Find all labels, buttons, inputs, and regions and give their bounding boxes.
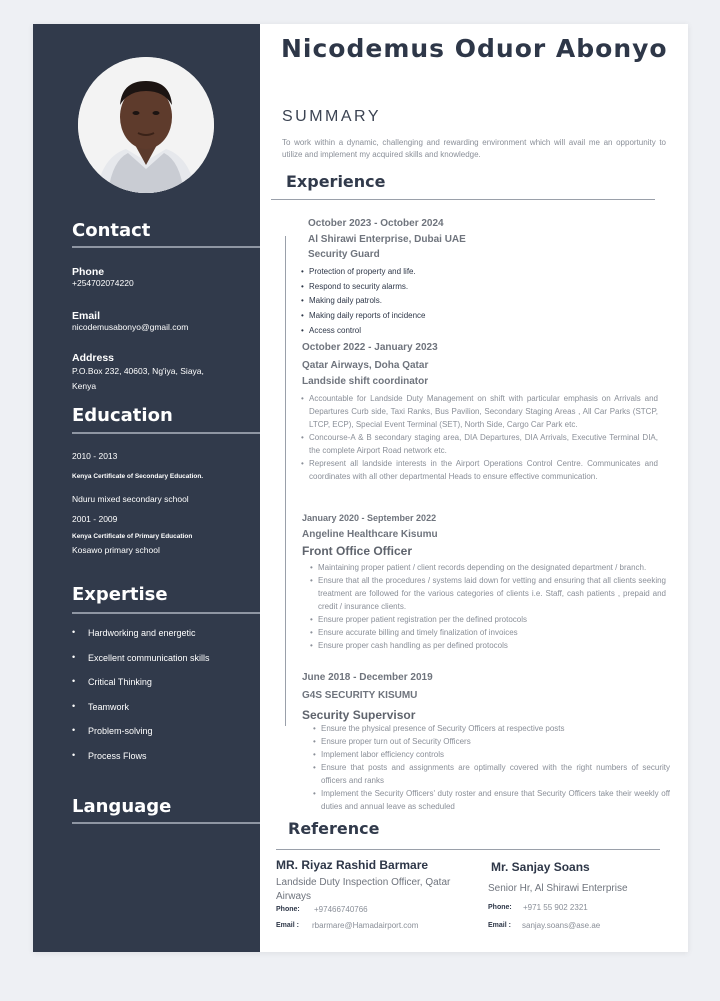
job-role: Security Supervisor bbox=[302, 708, 416, 722]
list-item: • Respond to security alarms. bbox=[301, 280, 671, 295]
phone-value: +254702074220 bbox=[72, 278, 134, 288]
reference-role: Landside Duty Inspection Officer, Qatar Airways bbox=[276, 877, 451, 902]
education-school: Nduru mixed secondary school bbox=[72, 494, 189, 504]
list-item: • Protection of property and life. bbox=[301, 265, 671, 280]
reference-email-label: Email : bbox=[488, 922, 511, 929]
reference-role: Senior Hr, Al Shirawi Enterprise bbox=[488, 883, 628, 894]
reference-name: Mr. Sanjay Soans bbox=[491, 860, 590, 874]
contact-divider bbox=[72, 246, 260, 248]
list-item: • Implement the Security Officers' duty roster and ensure that Security Officers take their weekly off duties and annual leave as scheduled bbox=[313, 787, 670, 813]
reference-divider bbox=[276, 849, 660, 850]
language-heading: Language bbox=[72, 796, 172, 817]
job-dates: June 2018 - December 2019 bbox=[302, 672, 433, 683]
list-item: • Represent all landside interests in the Airport Operations Control Centre. Communicates and coordinates with all other departmental Heads to ensure effective communication. bbox=[301, 457, 658, 483]
list-item: • Ensure that posts and assignments are optimally covered with the right numbers of security officers and ranks bbox=[313, 761, 670, 787]
list-item: • Hardworking and energetic bbox=[72, 628, 210, 653]
list-item: • Access control bbox=[301, 324, 671, 339]
list-item: • Making daily reports of incidence bbox=[301, 309, 671, 324]
list-item: • Making daily patrols. bbox=[301, 294, 671, 309]
job-bullets bbox=[313, 722, 670, 813]
list-item: • Problem-solving bbox=[72, 726, 210, 751]
list-item: • Process Flows bbox=[72, 751, 210, 776]
education-school: Kosawo primary school bbox=[72, 545, 160, 555]
reference-email: sanjay.soans@ase.ae bbox=[522, 921, 601, 930]
job-dates: October 2022 - January 2023 bbox=[302, 342, 438, 353]
job-company: Al Shirawi Enterprise, Dubai UAE bbox=[308, 234, 466, 245]
reference-name: MR. Riyaz Rashid Barmare bbox=[276, 858, 429, 872]
job-bullets bbox=[310, 561, 666, 652]
reference-phone: +97466740766 bbox=[314, 905, 368, 914]
reference-phone-label: Phone: bbox=[276, 906, 300, 913]
education-certificate: Kenya Certificate of Secondary Education. bbox=[72, 473, 204, 480]
list-item: • Teamwork bbox=[72, 702, 210, 727]
contact-heading: Contact bbox=[72, 220, 151, 241]
list-item: • Ensure the physical presence of Security Officers at respective posts bbox=[313, 722, 670, 735]
list-item: • Accountable for Landside Duty Management on shift with particular emphasis on Arrivals and Departures Curb side, Taxi Ranks, Bus Pavilion, Secondary Staging Areas , All Car Parks (STCP, LTCP, ECP), Special Event Terminal (SET), North Side, Cargo Car Park etc. bbox=[301, 392, 658, 431]
list-item: • Excellent communication skills bbox=[72, 653, 210, 678]
education-heading: Education bbox=[72, 405, 173, 426]
reference-email: rbarmare@Hamadairport.com bbox=[312, 921, 419, 930]
job-bullets bbox=[301, 392, 658, 483]
expertise-divider bbox=[72, 612, 260, 614]
address-label: Address bbox=[72, 352, 115, 364]
reference-email-label: Email : bbox=[276, 922, 299, 929]
summary-heading: SUMMARY bbox=[282, 108, 381, 125]
address-value: P.O.Box 232, 40603, Ng'iya, Siaya, Kenya bbox=[72, 366, 204, 391]
phone-label: Phone bbox=[72, 266, 105, 278]
education-certificate: Kenya Certificate of Primary Education bbox=[72, 533, 193, 540]
reference-heading: Reference bbox=[288, 819, 380, 838]
job-role: Front Office Officer bbox=[302, 544, 413, 558]
timeline-line bbox=[285, 236, 286, 726]
expertise-list bbox=[72, 628, 210, 775]
education-divider bbox=[72, 432, 260, 434]
reference-phone: +971 55 902 2321 bbox=[523, 903, 588, 912]
reference-phone-label: Phone: bbox=[488, 904, 512, 911]
expertise-heading: Expertise bbox=[72, 584, 168, 605]
email-label: Email bbox=[72, 310, 101, 322]
list-item: • Implement labor efficiency controls bbox=[313, 748, 670, 761]
job-dates: October 2023 - October 2024 bbox=[308, 218, 444, 229]
list-item: • Ensure proper turn out of Security Officers bbox=[313, 735, 670, 748]
job-company: Angeline Healthcare Kisumu bbox=[302, 529, 438, 540]
job-bullets bbox=[301, 265, 671, 339]
experience-divider bbox=[271, 199, 655, 200]
education-years: 2001 - 2009 bbox=[72, 514, 118, 524]
language-divider bbox=[72, 822, 260, 824]
list-item: • Maintaining proper patient / client records depending on the designated department / branch. bbox=[310, 561, 666, 574]
job-role: Security Guard bbox=[308, 249, 380, 260]
list-item: • Ensure proper cash handling as per defined protocols bbox=[310, 639, 666, 652]
list-item: • Critical Thinking bbox=[72, 677, 210, 702]
main-content bbox=[260, 24, 688, 952]
email-value: nicodemusabonyo@gmail.com bbox=[72, 322, 189, 332]
profile-photo bbox=[78, 57, 214, 193]
job-company: Qatar Airways, Doha Qatar bbox=[302, 360, 429, 371]
resume-page bbox=[33, 24, 688, 952]
job-role: Landside shift coordinator bbox=[302, 376, 429, 387]
job-dates: January 2020 - September 2022 bbox=[302, 513, 437, 523]
list-item: • Ensure proper patient registration per the defined protocols bbox=[310, 613, 666, 626]
job-company: G4S SECURITY KISUMU bbox=[302, 690, 418, 701]
summary-text: To work within a dynamic, challenging and rewarding environment which will avail me an opportunity to utilize and implement my acquired skills and knowledge. bbox=[282, 138, 666, 159]
list-item: • Concourse-A & B secondary staging area, DIA Departures, DIA Arrivals, Executive Terminal DIA, the complete Airport Road network etc. bbox=[301, 431, 658, 457]
sidebar bbox=[33, 24, 260, 952]
experience-heading: Experience bbox=[286, 172, 386, 191]
candidate-name: Nicodemus Oduor Abonyo bbox=[281, 34, 668, 63]
education-years: 2010 - 2013 bbox=[72, 451, 118, 461]
list-item: • Ensure accurate billing and timely finalization of invoices bbox=[310, 626, 666, 639]
list-item: • Ensure that all the procedures / systems laid down for vetting and ensuring that all clients seeking treatment are followed for the various categories of clients i.e. Staff, cash patients , prepaid and credit / insurance clients. bbox=[310, 574, 666, 613]
